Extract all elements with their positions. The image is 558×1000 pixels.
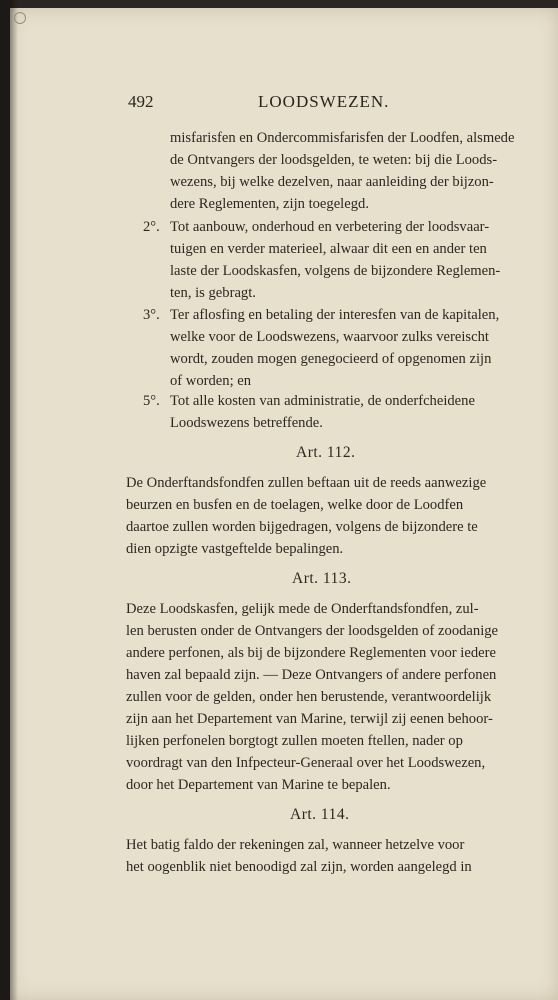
text-line: beurzen en busfen en de toelagen, welke door de Loodfen: [126, 497, 464, 513]
text-line: andere perfonen, als bij de bijzondere Reglementen voor iedere: [126, 645, 496, 661]
article-heading: Art. 114.: [290, 806, 350, 823]
text-line: Deze Loodskasfen, gelijk mede de Onderftandsfondfen, zul-: [126, 601, 479, 617]
text-line: welke voor de Loodswezens, waarvoor zulks vereischt: [170, 329, 489, 345]
text-line: Ter aflosfing en betaling der interesfen van de kapitalen,: [170, 307, 500, 323]
text-line: voordragt van den Infpecteur-Generaal over het Loodswezen,: [126, 755, 486, 771]
page-number: 492: [128, 92, 154, 111]
article-heading: Art. 112.: [296, 444, 356, 461]
text-line: De Onderftandsfondfen zullen beftaan uit de reeds aanwezige: [126, 475, 487, 491]
text-line: misfarisfen en Ondercommisfarisfen der Loodfen, alsmede: [170, 130, 515, 146]
text-line: tuigen en verder materieel, alwaar dit een en ander ten: [170, 241, 487, 257]
text-line: dien opzigte vastgeftelde bepalingen.: [126, 541, 344, 557]
text-line: len berusten onder de Ontvangers der loodsgelden of zoodanige: [126, 623, 499, 639]
item-number: 5°.: [143, 393, 160, 409]
article-heading: Art. 113.: [292, 570, 352, 587]
text-line: of worden; en: [170, 373, 252, 389]
text-line: Tot aanbouw, onderhoud en verbetering der loodsvaar-: [170, 219, 490, 235]
item-number: 3°.: [143, 307, 160, 323]
text-line: zijn aan het Departement van Marine, terwijl zij eenen behoor-: [126, 711, 493, 727]
text-line: daartoe zullen worden bijgedragen, volgens de bijzondere te: [126, 519, 478, 535]
text-line: door het Departement van Marine te bepalen.: [126, 777, 391, 793]
text-line: het oogenblik niet benoodigd zal zijn, worden aangelegd in: [126, 859, 472, 875]
text-line: Het batig faldo der rekeningen zal, wanneer hetzelve voor: [126, 837, 465, 853]
text-line: Tot alle kosten van administratie, de onderfcheidene: [170, 393, 475, 409]
text-line: wordt, zouden mogen genegocieerd of opgenomen zijn: [170, 351, 492, 367]
text-line: dere Reglementen, zijn toegelegd.: [170, 196, 369, 212]
text-line: lijken perfonelen borgtogt zullen moeten ftellen, nader op: [126, 733, 463, 749]
text-line: wezens, bij welke dezelven, naar aanleiding der bijzon-: [170, 174, 494, 190]
text-line: laste der Loodskasfen, volgens de bijzondere Reglemen-: [170, 263, 501, 279]
running-head: LOODSWEZEN.: [258, 92, 390, 111]
text-line: Loodswezens betreffende.: [170, 415, 323, 431]
text-line: ten, is gebragt.: [170, 285, 256, 301]
text-line: de Ontvangers der loodsgelden, te weten: bij die Loods-: [170, 152, 498, 168]
item-number: 2°.: [143, 219, 160, 235]
text-line: zullen voor de gelden, onder hen berustende, verantwoordelijk: [126, 689, 492, 705]
text-line: haven zal bepaald zijn. — Deze Ontvangers of andere perfonen: [126, 667, 497, 683]
